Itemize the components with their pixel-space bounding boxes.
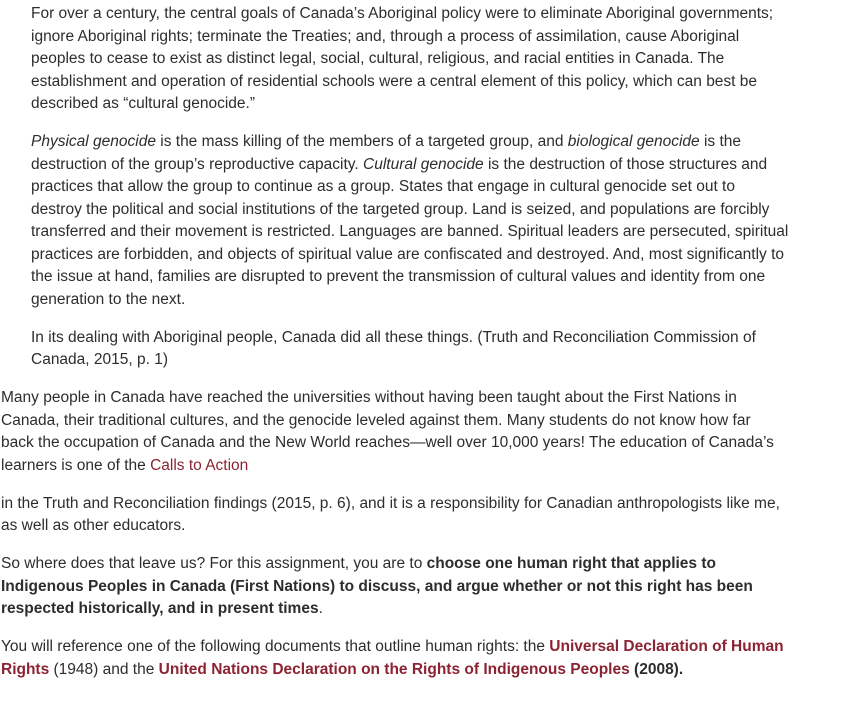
undrip-year: (2008).: [629, 660, 684, 678]
body-text: You will reference one of the following documents that outline human rights: the: [1, 638, 550, 655]
term-biological-genocide: biological genocide: [567, 133, 700, 150]
body-paragraph-3: [1, 553, 859, 621]
body-text: (1948) and the: [49, 660, 159, 678]
undrip-link[interactable]: United Nations Declaration on the Rights of Indigenous Peoples: [158, 660, 630, 678]
udhr-link[interactable]: Universal Declaration of Human Rights: [1, 638, 784, 678]
quote-text: is the mass killing of the members of a targeted group, and: [155, 133, 568, 150]
term-physical-genocide: Physical genocide: [31, 133, 156, 150]
quote-paragraph-2: [31, 131, 789, 311]
body-text: Many people in Canada have reached the universities without having been taught about the First Nations in Canada, their traditional cultures, and the genocide leveled against them. Many students do not know how far back the occupation of Canada and the New World reaches—well over 10,000 years! The education of Canada’s learners is one of the: [1, 389, 774, 474]
body-text: .: [318, 600, 323, 617]
body-paragraph-1: [1, 387, 859, 477]
quote-text: is the destruction of the group’s reproductive capacity.: [31, 133, 741, 173]
quote-text: is the destruction of those structures and practices that allow the group to continue as a group. States that engage in cultural genocide set out to destroy the political and social institutions of the targeted group. Land is seized, and populations are forcibly transferred and their movement is restricted. Languages are banned. Spiritual leaders are persecuted, spiritual practices are forbidden, and objects of spiritual value are confiscated and destroyed. And, most significantly to the issue at hand, families are disrupted to prevent the transmission of cultural values and identity from one generation to the next.: [31, 155, 789, 308]
body-paragraph-4: [1, 636, 859, 681]
quote-paragraph-1: For over a century, the central goals of Canada’s Aboriginal policy were to eliminate Aboriginal governments; ignore Aboriginal rights; terminate the Treaties; and, through a process of assimilation, cause Aboriginal peoples to cease to exist as distinct legal, social, cultural, religious, and racial entities in Canada. The establishment and operation of residential schools were a central element of this policy, which can best be described as “cultural genocide.”: [31, 5, 774, 112]
trc-quote-block: [1, 3, 859, 372]
quote-paragraph-3: In its dealing with Aboriginal people, Canada did all these things. (Truth and Reconciliation Commission of Canada, 2015, p. 1): [31, 328, 756, 368]
body-text: So where does that leave us? For this assignment, you are to: [1, 555, 427, 572]
term-cultural-genocide: Cultural genocide: [363, 155, 484, 173]
calls-to-action-link[interactable]: Calls to Action: [150, 456, 249, 474]
assignment-instruction: choose one human right that applies to Indigenous Peoples in Canada (First Nations) to discuss, and argue whether or not this right has been respected historically, and in present times: [1, 555, 753, 617]
body-paragraph-2: in the Truth and Reconciliation findings (2015, p. 6), and it is a responsibility for Canadian anthropologists like me, as well as other educators.: [1, 494, 780, 534]
